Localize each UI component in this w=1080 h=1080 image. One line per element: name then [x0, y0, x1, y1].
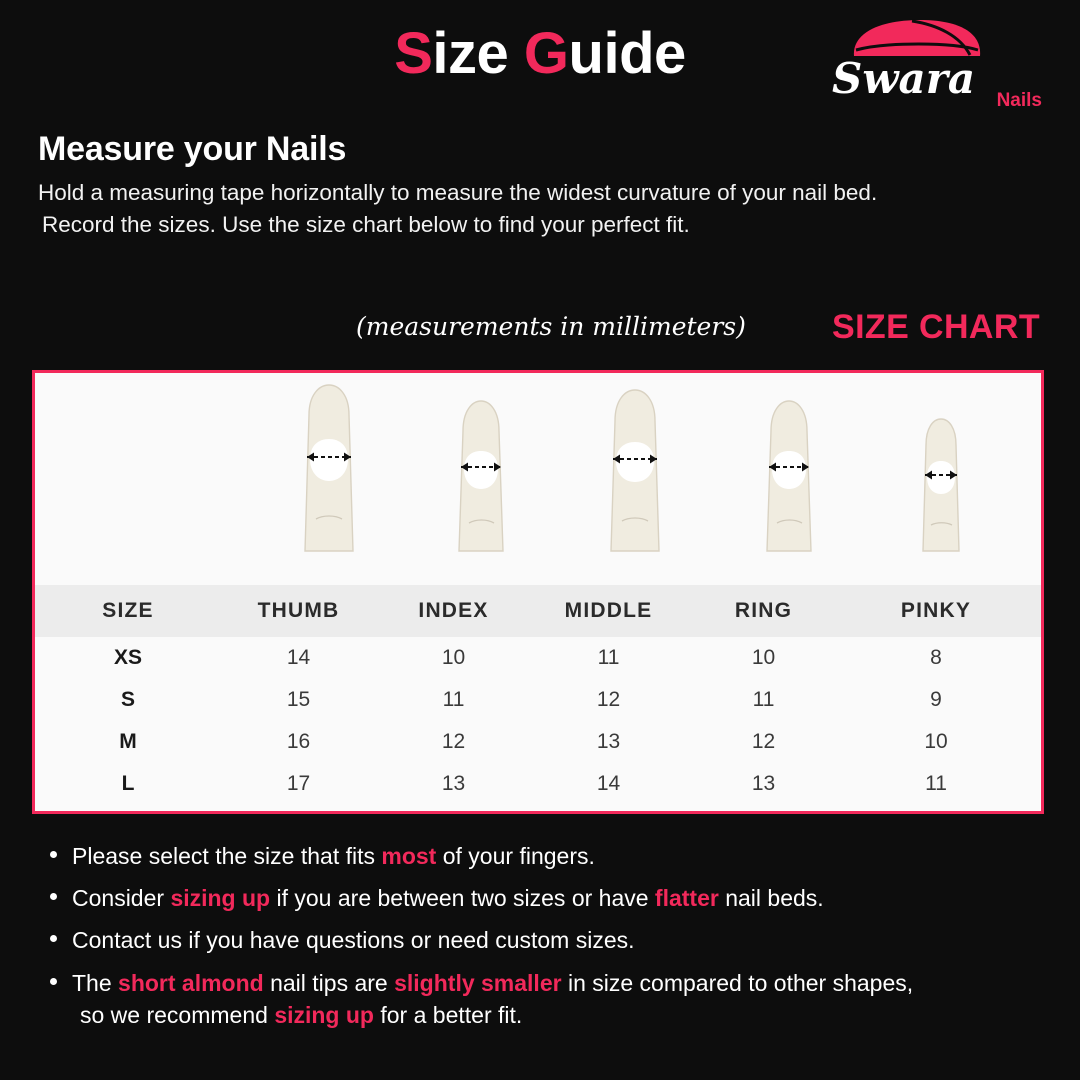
- note-1-highlight: most: [381, 843, 437, 869]
- bullet-icon: [50, 978, 57, 985]
- bullet-icon: [50, 935, 57, 942]
- row-index-value: 11: [442, 688, 465, 711]
- row-size-label: L: [121, 772, 135, 795]
- chart-heading-row: [38, 308, 1040, 358]
- list-item: [40, 840, 1050, 872]
- ring-nail-icon: [747, 373, 831, 573]
- note-4-text-a: The: [72, 969, 119, 996]
- nail-illustration-row: [35, 373, 1041, 585]
- note-4-text-h: for a better fit.: [373, 1001, 523, 1028]
- note-4-text-e: in size compared to other shapes,: [561, 969, 914, 996]
- note-3-text: Contact us if you have questions or need custom sizes.: [72, 927, 635, 954]
- row-thumb-value: 14: [286, 646, 311, 669]
- bullet-icon: [50, 893, 57, 900]
- title-rest-ize: ize: [432, 21, 524, 86]
- size-chart-card: [32, 370, 1044, 814]
- measure-section: [38, 130, 1048, 241]
- row-ring-value: 10: [751, 646, 776, 669]
- row-middle-value: 14: [596, 772, 621, 795]
- note-2-text-a: Consider: [72, 885, 171, 912]
- column-header-index: INDEX: [418, 599, 489, 622]
- note-4-highlight-2: slightly smaller: [394, 969, 562, 996]
- row-size-label: M: [119, 730, 137, 753]
- note-4-highlight-3: sizing up: [274, 1001, 374, 1028]
- row-ring-value: 12: [751, 730, 776, 753]
- row-pinky-value: 9: [930, 688, 942, 711]
- note-4-line-2: [72, 999, 1050, 1031]
- index-nail-icon: [439, 373, 523, 573]
- row-index-value: 10: [441, 646, 466, 669]
- column-header-middle: MIDDLE: [564, 599, 653, 622]
- note-4-text-f: so we recommend: [80, 1001, 275, 1028]
- measurement-unit-note: (measurements in millimeters): [356, 312, 746, 341]
- note-2-highlight-1: sizing up: [170, 885, 271, 912]
- logo-wordmark: Swara: [832, 54, 976, 103]
- column-header-thumb: THUMB: [257, 599, 340, 622]
- column-header-pinky: PINKY: [900, 599, 972, 622]
- note-2-text-e: nail beds.: [718, 885, 824, 912]
- brand-logo: [824, 18, 1044, 118]
- table-row: [35, 721, 1041, 763]
- row-middle-value: 11: [597, 646, 620, 669]
- nail-pinky-illustration: [907, 373, 975, 585]
- page-header: [0, 0, 1080, 118]
- table-header-row: [35, 585, 1041, 637]
- row-pinky-value: 8: [930, 646, 942, 669]
- measure-line-1: Hold a measuring tape horizontally to measure the widest curvature of your nail bed.: [38, 180, 878, 205]
- list-item: [40, 882, 1050, 914]
- size-chart-label: SIZE CHART: [832, 308, 1040, 346]
- measure-heading: Measure your Nails: [38, 130, 347, 168]
- note-4-highlight-1: short almond: [118, 969, 264, 996]
- middle-nail-icon: [591, 373, 679, 573]
- logo-subtext: Nails: [996, 90, 1042, 111]
- row-index-value: 12: [441, 730, 466, 753]
- title-accent-g: G: [523, 21, 569, 86]
- notes-list: [40, 840, 1050, 1041]
- pinky-nail-icon: [907, 373, 975, 573]
- nail-ring-illustration: [747, 373, 831, 585]
- column-header-ring: RING: [734, 599, 793, 622]
- measure-line-2: Record the sizes. Use the size chart below to find your perfect fit.: [42, 211, 690, 237]
- row-thumb-value: 16: [286, 730, 311, 753]
- column-header-size: SIZE: [102, 599, 154, 622]
- row-thumb-value: 17: [286, 772, 311, 795]
- row-pinky-value: 10: [924, 730, 948, 753]
- row-pinky-value: 11: [925, 772, 947, 795]
- row-thumb-value: 15: [286, 688, 311, 711]
- row-middle-value: 12: [596, 688, 621, 711]
- note-4-text-c: nail tips are: [263, 969, 395, 996]
- table-row: [35, 679, 1041, 721]
- row-middle-value: 13: [596, 730, 621, 753]
- row-ring-value: 11: [752, 688, 775, 711]
- nail-thumb-illustration: [283, 373, 375, 585]
- title-accent-s: S: [394, 21, 433, 86]
- title-rest-uide: uide: [568, 21, 686, 86]
- note-2-text-c: if you are between two sizes or have: [270, 885, 655, 912]
- row-size-label: XS: [113, 646, 142, 669]
- row-size-label: S: [120, 688, 135, 711]
- table-row: [35, 763, 1041, 805]
- bullet-icon: [50, 851, 57, 858]
- note-2-highlight-2: flatter: [654, 885, 719, 912]
- row-index-value: 13: [441, 772, 466, 795]
- nail-index-illustration: [439, 373, 523, 585]
- note-1-text-a: Please select the size that fits: [72, 843, 382, 869]
- table-row: [35, 637, 1041, 679]
- list-item: [40, 967, 1050, 1031]
- nail-middle-illustration: [591, 373, 679, 585]
- list-item: [40, 924, 1050, 956]
- note-1-text-c: of your fingers.: [436, 843, 595, 869]
- row-ring-value: 13: [751, 772, 776, 795]
- thumb-nail-icon: [283, 373, 375, 573]
